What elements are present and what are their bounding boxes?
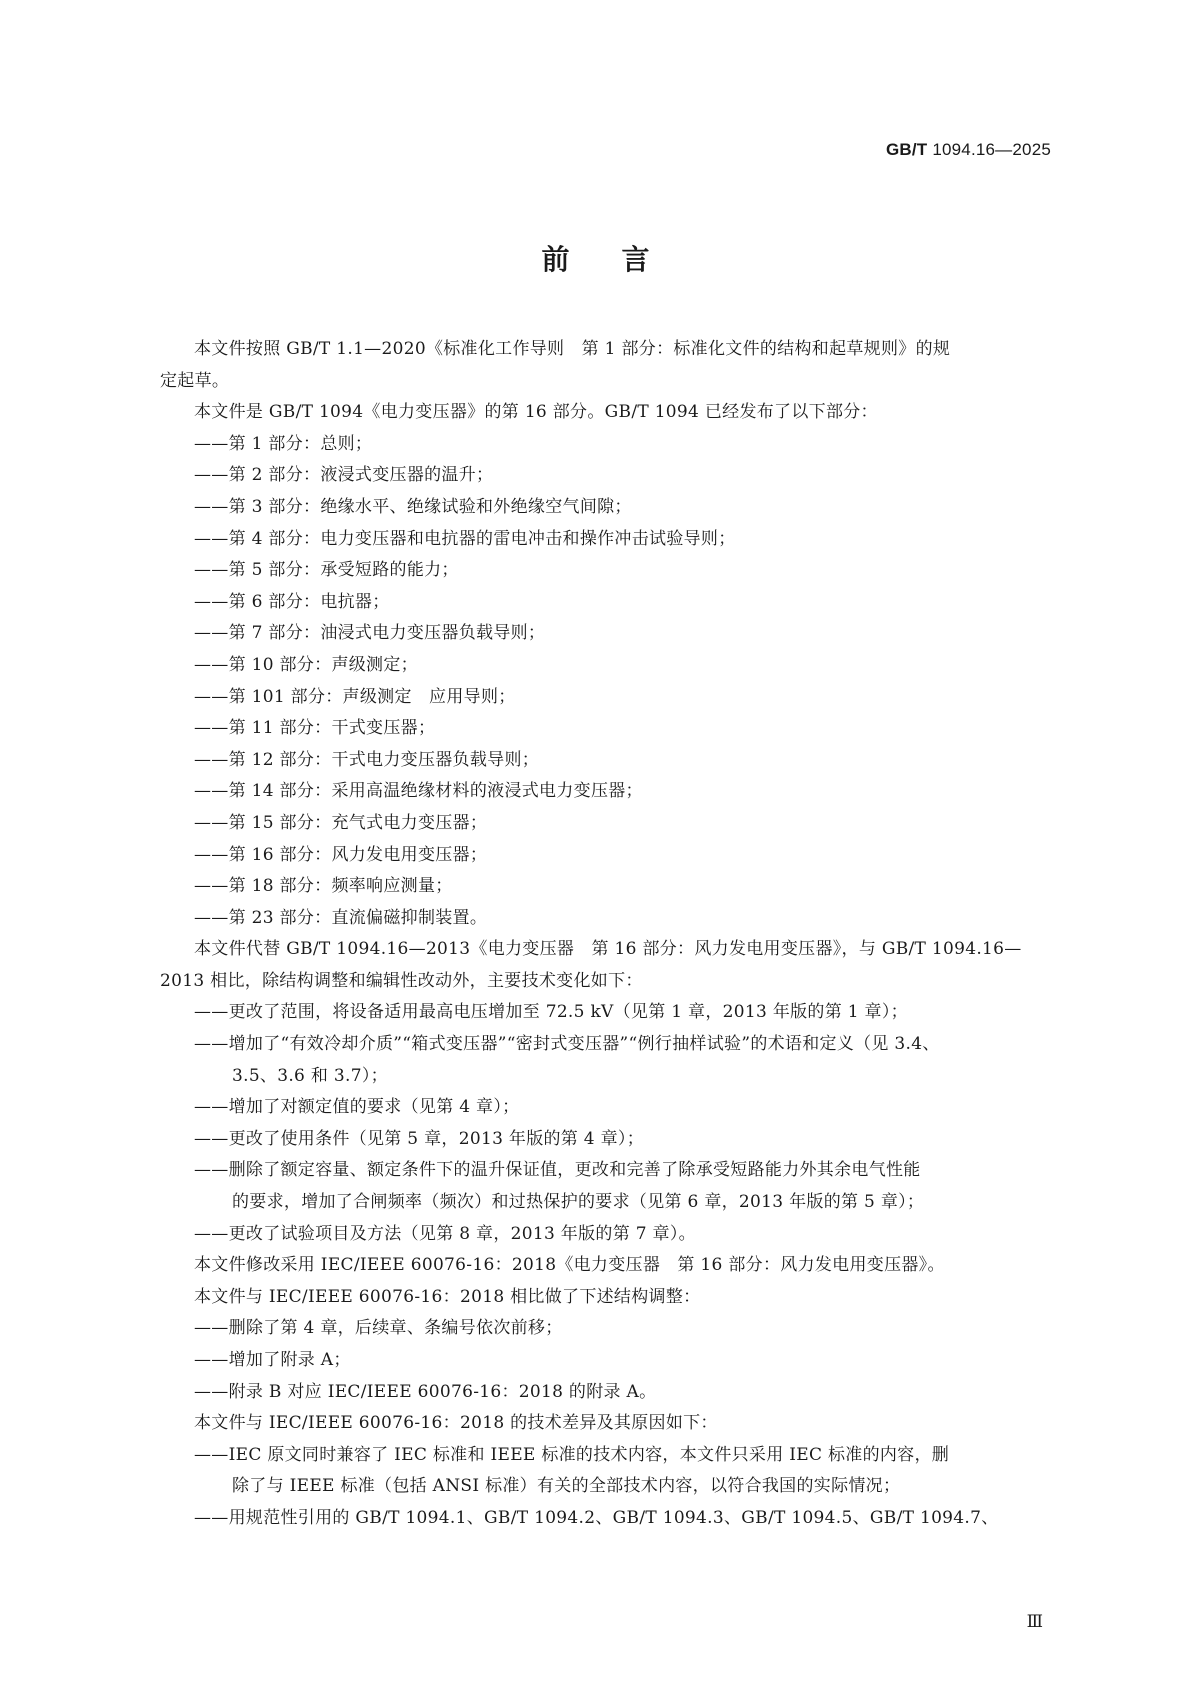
list-item-line: ——增加了“有效冷却介质”“箱式变压器”“密封式变压器”“例行抽样试验”的术语和定义（见 3.4、 bbox=[194, 1034, 940, 1055]
list-item-line: ——IEC 原文同时兼容了 IEC 标准和 IEEE 标准的技术内容，本文件只采用 IEC 标准的内容，删 bbox=[194, 1444, 950, 1465]
list-item-line: ——第 7 部分：油浸式电力变压器负载导则； bbox=[194, 623, 546, 644]
document-code bbox=[886, 140, 1051, 160]
list-item-line: ——第 23 部分：直流偏磁抑制装置。 bbox=[194, 907, 488, 928]
list-item-line: ——第 12 部分：干式电力变压器负载导则； bbox=[194, 749, 540, 770]
list-item-line: ——第 16 部分：风力发电用变压器； bbox=[194, 844, 488, 865]
list-item-line: ——第 3 部分：绝缘水平、绝缘试验和外绝缘空气间隙； bbox=[194, 496, 632, 517]
list-item-line: ——用规范性引用的 GB/T 1094.1、GB/T 1094.2、GB/T 1094.3、GB/T 1094.5、GB/T 1094.7、 bbox=[194, 1507, 999, 1528]
paragraph-line: 定起草。 bbox=[160, 370, 230, 391]
list-item-line: ——第 15 部分：充气式电力变压器； bbox=[194, 812, 488, 833]
list-item-line: ——增加了对额定值的要求（见第 4 章）； bbox=[194, 1097, 520, 1118]
list-item-line: ——第 11 部分：干式变压器； bbox=[194, 718, 436, 739]
list-item-line: ——第 14 部分：采用高温绝缘材料的液浸式电力变压器； bbox=[194, 781, 643, 802]
document-code-prefix: GB/T bbox=[885, 140, 928, 159]
list-item-line: ——第 1 部分：总则； bbox=[194, 433, 373, 454]
paragraph-line: 2013 相比，除结构调整和编辑性改动外，主要技术变化如下： bbox=[160, 970, 643, 991]
list-item-line: 的要求，增加了合闸频率（频次）和过热保护的要求（见第 6 章，2013 年版的第 5 章）； bbox=[232, 1192, 925, 1213]
page-number: Ⅲ bbox=[1026, 1612, 1043, 1632]
paragraph-line: 本文件按照 GB/T 1.1—2020《标准化工作导则 第 1 部分：标准化文件的结构和起草规则》的规 bbox=[194, 339, 951, 359]
list-item-line: 3.5、3.6 和 3.7）； bbox=[232, 1065, 388, 1086]
paragraph-line: 本文件修改采用 IEC/IEEE 60076-16：2018《电力变压器 第 16 部分：风力发电用变压器》。 bbox=[194, 1255, 945, 1276]
list-item-line: ——第 18 部分：频率响应测量； bbox=[194, 876, 453, 897]
list-item-line: ——第 6 部分：电抗器； bbox=[194, 591, 390, 612]
list-item-line: ——删除了第 4 章，后续章、条编号依次前移； bbox=[194, 1318, 563, 1339]
list-item-line: ——更改了试验项目及方法（见第 8 章，2013 年版的第 7 章）。 bbox=[194, 1223, 696, 1244]
list-item-line: ——更改了范围，将设备适用最高电压增加至 72.5 kV（见第 1 章，2013 年版的第 1 章）； bbox=[194, 1002, 908, 1023]
list-item-line: ——第 2 部分：液浸式变压器的温升； bbox=[194, 465, 494, 486]
paragraph-line: 本文件与 IEC/IEEE 60076-16：2018 的技术差异及其原因如下： bbox=[194, 1413, 718, 1434]
list-item-line: ——更改了使用条件（见第 5 章，2013 年版的第 4 章）； bbox=[194, 1128, 645, 1149]
list-item-line: 除了与 IEEE 标准（包括 ANSI 标准）有关的全部技术内容，以符合我国的实际情况； bbox=[232, 1476, 901, 1497]
paragraph-line: 本文件与 IEC/IEEE 60076-16：2018 相比做了下述结构调整： bbox=[194, 1286, 701, 1307]
list-item-line: ——第 4 部分：电力变压器和电抗器的雷电冲击和操作冲击试验导则； bbox=[194, 528, 736, 549]
list-item-line: ——删除了额定容量、额定条件下的温升保证值，更改和完善了除承受短路能力外其余电气性能 bbox=[194, 1160, 921, 1181]
list-item-line: ——增加了附录 A； bbox=[194, 1350, 351, 1370]
paragraph-line: 本文件代替 GB/T 1094.16—2013《电力变压器 第 16 部分：风力发电用变压器》，与 GB/T 1094.16— bbox=[194, 939, 1022, 960]
list-item-line: ——第 5 部分：承受短路的能力； bbox=[194, 560, 459, 581]
list-item-line: ——第 10 部分：声级测定； bbox=[194, 654, 418, 675]
list-item-line: ——第 101 部分：声级测定 应用导则； bbox=[194, 686, 516, 707]
paragraph-line: 本文件是 GB/T 1094《电力变压器》的第 16 部分。GB/T 1094 已经发布了以下部分： bbox=[194, 402, 878, 423]
list-item-line: ——附录 B 对应 IEC/IEEE 60076-16：2018 的附录 A。 bbox=[194, 1381, 657, 1402]
foreword-body bbox=[160, 334, 1053, 1535]
page-title: 前言 bbox=[541, 243, 702, 276]
document-code-number: 1094.16—2025 bbox=[927, 140, 1051, 159]
